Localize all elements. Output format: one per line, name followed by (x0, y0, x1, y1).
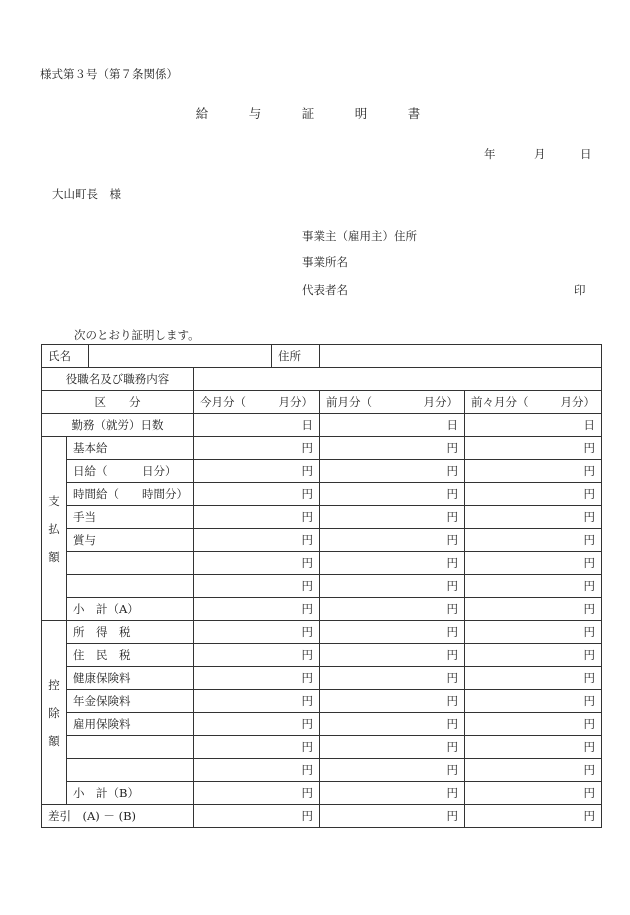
table-row (42, 690, 602, 713)
yen-cell[interactable]: 円 (465, 575, 602, 598)
yen-cell[interactable]: 円 (320, 805, 465, 828)
net-pay-label: 差引 (A) － (B) (42, 805, 194, 828)
yen-cell[interactable]: 円 (320, 644, 465, 667)
yen-cell[interactable]: 円 (194, 575, 320, 598)
table-row (42, 552, 602, 575)
payment-row-label: 基本給 (67, 437, 194, 460)
table-row (42, 713, 602, 736)
workdays-label: 勤務（就労）日数 (42, 414, 194, 437)
deduction-row-label: 年金保険料 (67, 690, 194, 713)
yen-cell[interactable]: 円 (465, 644, 602, 667)
yen-cell[interactable]: 円 (320, 552, 465, 575)
col-last-month[interactable]: 前月分（ 月分） (320, 391, 465, 414)
yen-cell[interactable]: 円 (320, 667, 465, 690)
yen-cell[interactable]: 円 (320, 782, 465, 805)
yen-cell[interactable]: 円 (194, 598, 320, 621)
yen-cell[interactable]: 円 (465, 552, 602, 575)
yen-cell[interactable]: 円 (465, 805, 602, 828)
table-row (42, 460, 602, 483)
deduction-row-blank[interactable] (67, 736, 194, 759)
col-two-months[interactable]: 前々月分（ 月分） (465, 391, 602, 414)
col-this-month[interactable]: 今月分（ 月分） (194, 391, 320, 414)
yen-cell[interactable]: 円 (194, 713, 320, 736)
yen-cell[interactable]: 円 (194, 506, 320, 529)
form-number: 様式第３号（第７条関係） (40, 67, 178, 81)
payment-row-blank[interactable] (67, 575, 194, 598)
representative-label: 代表者名 (302, 283, 348, 297)
yen-cell[interactable]: 円 (320, 713, 465, 736)
table-row (42, 391, 602, 414)
date-year: 年 (484, 147, 496, 161)
deduction-subtotal-label: 小 計（B） (67, 782, 194, 805)
table-row (42, 805, 602, 828)
yen-cell[interactable]: 円 (194, 759, 320, 782)
table-row (42, 575, 602, 598)
yen-cell[interactable]: 円 (465, 483, 602, 506)
payment-row-blank[interactable] (67, 552, 194, 575)
date-month: 月 (534, 147, 546, 161)
yen-cell[interactable]: 円 (320, 598, 465, 621)
table-row (42, 414, 602, 437)
office-name-label: 事業所名 (302, 255, 348, 269)
table-row (42, 529, 602, 552)
name-field[interactable] (89, 345, 272, 368)
yen-cell[interactable]: 円 (194, 529, 320, 552)
yen-cell[interactable]: 円 (194, 621, 320, 644)
name-label: 氏名 (42, 345, 89, 368)
yen-cell[interactable]: 円 (194, 782, 320, 805)
table-row (42, 437, 602, 460)
yen-cell[interactable]: 円 (320, 506, 465, 529)
table-row (42, 483, 602, 506)
payment-subtotal-label: 小 計（A） (67, 598, 194, 621)
payment-row-label: 賞与 (67, 529, 194, 552)
table-row (42, 368, 602, 391)
date-day: 日 (580, 147, 592, 161)
yen-cell[interactable]: 円 (465, 667, 602, 690)
table-row (42, 644, 602, 667)
yen-cell[interactable]: 円 (194, 483, 320, 506)
deduction-row-label: 住 民 税 (67, 644, 194, 667)
lead-text: 次のとおり証明します。 (74, 328, 200, 342)
yen-cell[interactable]: 円 (194, 690, 320, 713)
yen-cell[interactable]: 円 (465, 621, 602, 644)
salary-certificate-table (41, 344, 602, 828)
position-label: 役職名及び職務内容 (42, 368, 194, 391)
table-row (42, 506, 602, 529)
yen-cell[interactable]: 円 (194, 552, 320, 575)
payment-row-label: 手当 (67, 506, 194, 529)
yen-cell[interactable]: 円 (320, 575, 465, 598)
day-cell[interactable]: 日 (465, 414, 602, 437)
yen-cell[interactable]: 円 (465, 736, 602, 759)
deduction-row-label: 雇用保険料 (67, 713, 194, 736)
position-field[interactable] (194, 368, 602, 391)
addressee: 大山町長 様 (52, 187, 121, 201)
address-field[interactable] (320, 345, 602, 368)
yen-cell[interactable]: 円 (320, 690, 465, 713)
yen-cell[interactable]: 円 (465, 598, 602, 621)
day-cell[interactable]: 日 (194, 414, 320, 437)
day-cell[interactable]: 日 (320, 414, 465, 437)
seal-mark: 印 (574, 283, 586, 297)
yen-cell[interactable]: 円 (194, 736, 320, 759)
table-row (42, 345, 602, 368)
yen-cell[interactable]: 円 (194, 805, 320, 828)
yen-cell[interactable]: 円 (320, 529, 465, 552)
table-row (42, 759, 602, 782)
yen-cell[interactable]: 円 (320, 759, 465, 782)
yen-cell[interactable]: 円 (194, 437, 320, 460)
table-row (42, 782, 602, 805)
yen-cell[interactable]: 円 (465, 529, 602, 552)
yen-cell[interactable]: 円 (194, 667, 320, 690)
yen-cell[interactable]: 円 (194, 460, 320, 483)
yen-cell[interactable]: 円 (465, 460, 602, 483)
deduction-row-blank[interactable] (67, 759, 194, 782)
table-row (42, 736, 602, 759)
payment-row-label: 日給（ 日分） (67, 460, 194, 483)
yen-cell[interactable]: 円 (465, 506, 602, 529)
yen-cell[interactable]: 円 (465, 782, 602, 805)
deduction-row-label: 健康保険料 (67, 667, 194, 690)
date-line (484, 146, 592, 162)
payment-row-label: 時間給（ 時間分） (67, 483, 194, 506)
table-row (42, 621, 602, 644)
deduction-row-label: 所 得 税 (67, 621, 194, 644)
division-label: 区 分 (42, 391, 194, 414)
yen-cell[interactable]: 円 (465, 713, 602, 736)
yen-cell[interactable]: 円 (320, 460, 465, 483)
yen-cell[interactable]: 円 (465, 690, 602, 713)
employer-address-label: 事業主（雇用主）住所 (302, 229, 417, 243)
yen-cell[interactable]: 円 (320, 621, 465, 644)
document-title: 給 与 証 明 書 (195, 106, 435, 121)
deduction-group-label: 控 除 額 (42, 621, 67, 805)
yen-cell[interactable]: 円 (465, 437, 602, 460)
address-label: 住所 (272, 345, 320, 368)
payment-group-label: 支 払 額 (42, 437, 67, 621)
yen-cell[interactable]: 円 (320, 437, 465, 460)
table-row (42, 667, 602, 690)
yen-cell[interactable]: 円 (320, 483, 465, 506)
yen-cell[interactable]: 円 (194, 644, 320, 667)
yen-cell[interactable]: 円 (320, 736, 465, 759)
yen-cell[interactable]: 円 (465, 759, 602, 782)
table-row (42, 598, 602, 621)
